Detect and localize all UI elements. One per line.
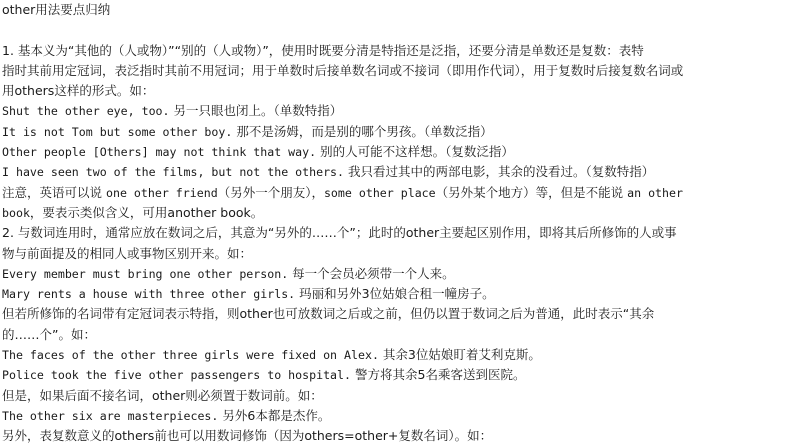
example-english: The other six are masterpieces.: [2, 408, 219, 423]
example-sentence: [2, 284, 788, 304]
note-text: （另外某个地方）等，但是不能说: [435, 184, 624, 200]
example-sentence: [2, 142, 788, 162]
example-chinese: 我只看过其中的两部电影，其余的没看过。（复数特指）: [348, 164, 655, 180]
note-text: ，要表示类似含义，可用another book。: [29, 204, 264, 220]
note-text: （另外一个朋友），: [217, 184, 324, 200]
note-english: an other: [627, 185, 683, 200]
blank-line: [2, 20, 788, 40]
example-sentence: [2, 406, 788, 426]
paragraph-1-line-1: 1. 基本义为“其他的（人或物）”“别的（人或物）”，使用时既要分清是特指还是泛指，还要分清是单数还是复数：表特: [2, 42, 644, 58]
document-title: other用法要点归纳: [2, 2, 111, 17]
paragraph-1-line-2: 指时其前用定冠词，表泛指时其前不用冠词；用于单数时后接单数名词或不接词（即用作代词），用于复数时后接复数名词或: [2, 62, 684, 78]
example-sentence: [2, 162, 788, 182]
example-sentence: [2, 365, 788, 385]
example-chinese: 另一只眼也闭上。（单数特指）: [173, 103, 343, 119]
note-english: book: [2, 205, 30, 220]
example-chinese: 别的人可能不这样想。（复数泛指）: [320, 144, 514, 160]
paragraph-3-line-1: 但若所修饰的名词带有定冠词表示特指，则other也可放数词之后或之前，但仍以置于数词之后为普通，此时表示“其余: [2, 306, 655, 322]
example-english: It is not Tom but some other boy.: [2, 124, 233, 139]
note-line-1: [2, 183, 788, 203]
example-chinese: 每一个会员必须带一个人来。: [292, 265, 455, 281]
example-english: I have seen two of the films, but not the others.: [2, 165, 345, 180]
example-english: Mary rents a house with three other girls.: [2, 287, 296, 302]
example-english: Police took the five other passengers to hospital.: [2, 368, 352, 383]
note-text: 注意，英语可以说: [2, 184, 103, 200]
example-sentence: [2, 264, 788, 284]
paragraph-2-line-1: 2. 与数词连用时，通常应放在数词之后，其意为“另外的……个”；此时的other主要起区别作用，即将其后所修饰的人或事: [2, 225, 677, 241]
note-line-2: [2, 203, 788, 223]
example-chinese: 另外6本都是杰作。: [222, 407, 331, 423]
example-chinese: 玛丽和另外3位姑娘合租一幢房子。: [299, 286, 495, 302]
example-chinese: 警方将其余5名乘客送到医院。: [355, 367, 526, 383]
paragraph-5: 另外，表复数意义的others前也可以用数词修饰（因为others=other+复数名词）。如：: [2, 428, 493, 444]
note-english: some other place: [323, 185, 436, 200]
example-english: Every member must bring one other person.: [2, 266, 289, 281]
document: [2, 0, 788, 447]
example-chinese: 其余3位姑娘盯着艾利克斯。: [382, 347, 541, 363]
example-english: Other people [Others] may not think that way.: [2, 145, 317, 160]
example-sentence: [2, 122, 788, 142]
paragraph-4: 但是，如果后面不接名词，other则必须置于数词前。如：: [2, 387, 323, 403]
example-english: The faces of the other three girls were fixed on Alex.: [2, 348, 379, 363]
note-english: one other friend: [106, 185, 218, 200]
example-english: Shut the other eye, too.: [2, 104, 170, 119]
example-sentence: [2, 101, 788, 121]
example-sentence: [2, 345, 788, 365]
paragraph-3-line-2: 的……个”。如：: [2, 326, 96, 342]
paragraph-1-line-3: 用others这样的形式。如：: [2, 83, 155, 99]
example-chinese: 那不是汤姆，而是别的哪个男孩。（单数泛指）: [236, 123, 493, 139]
paragraph-2-line-2: 物与前面提及的相同人或事物区别开来。如：: [2, 245, 253, 261]
